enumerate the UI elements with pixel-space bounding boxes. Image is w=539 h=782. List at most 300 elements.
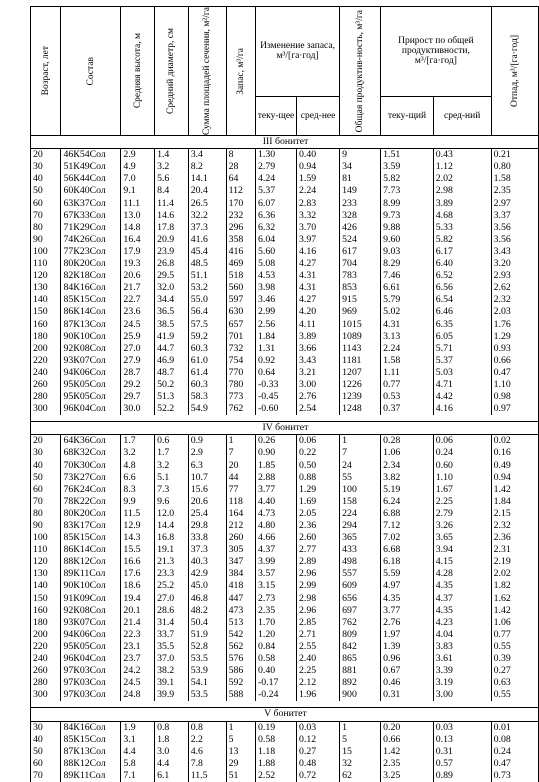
table-cell: 3.59 xyxy=(381,161,434,173)
table-cell: 542 xyxy=(226,629,255,641)
table-cell: 1 xyxy=(340,721,381,734)
table-cell: 29.7 xyxy=(121,391,155,403)
table-cell: 2.98 xyxy=(297,593,340,605)
table-cell: 5.79 xyxy=(381,294,434,306)
table-cell: 45.0 xyxy=(188,580,226,592)
table-body xyxy=(31,136,539,782)
table-cell: 0.13 xyxy=(433,734,491,746)
table-row xyxy=(31,544,539,556)
table-cell: 0.24 xyxy=(491,746,538,758)
table-cell: 3.66 xyxy=(297,343,340,355)
table-cell: 4.11 xyxy=(297,319,340,331)
table-cell: 17.9 xyxy=(121,246,155,258)
table-cell: 5.03 xyxy=(433,367,491,379)
table-cell: 27.9 xyxy=(121,355,155,367)
table-cell: 87К13Сол xyxy=(61,746,121,758)
table-cell: 130 xyxy=(31,568,61,580)
table-cell: 232 xyxy=(226,210,255,222)
table-cell: 2.88 xyxy=(256,472,297,484)
table-row xyxy=(31,198,539,210)
table-cell: 3.56 xyxy=(491,222,538,234)
table-cell: 1.10 xyxy=(491,379,538,391)
table-cell: 14.1 xyxy=(188,173,226,185)
table-cell: 7 xyxy=(226,447,255,459)
table-cell: 9 xyxy=(340,149,381,162)
table-cell: 809 xyxy=(340,629,381,641)
table-cell: 23.1 xyxy=(121,641,155,653)
table-cell: 0.55 xyxy=(491,641,538,653)
table-cell: 6.6 xyxy=(121,472,155,484)
table-cell: 5 xyxy=(226,734,255,746)
table-cell: 2.25 xyxy=(297,665,340,677)
table-cell: 3.15 xyxy=(256,580,297,592)
table-cell: 3.4 xyxy=(188,149,226,162)
table-cell: 2.05 xyxy=(297,508,340,520)
table-row xyxy=(31,391,539,403)
table-cell: 3.94 xyxy=(433,544,491,556)
table-cell: 26.8 xyxy=(155,258,189,270)
table-cell: 48.7 xyxy=(155,367,189,379)
table-cell: 0.49 xyxy=(491,460,538,472)
table-row xyxy=(31,210,539,222)
table-cell: 23.7 xyxy=(121,653,155,665)
table-cell: 41.6 xyxy=(188,234,226,246)
table-cell: 39.1 xyxy=(155,677,189,689)
table-cell: 5 xyxy=(340,734,381,746)
table-cell: 20.9 xyxy=(155,234,189,246)
table-cell: 8.99 xyxy=(381,198,434,210)
table-cell: 52.8 xyxy=(188,641,226,653)
table-cell: 32.2 xyxy=(188,210,226,222)
table-cell: 1.84 xyxy=(491,496,538,508)
section-title-row xyxy=(31,708,539,721)
table-cell: 51.1 xyxy=(188,270,226,282)
table-cell: 562 xyxy=(226,641,255,653)
table-cell: 1.42 xyxy=(491,605,538,617)
table-cell: 44 xyxy=(226,472,255,484)
table-cell: 91К09Сол xyxy=(61,593,121,605)
table-cell: 71К29Сол xyxy=(61,222,121,234)
table-cell: 4.20 xyxy=(297,306,340,318)
table-cell: 6.68 xyxy=(381,544,434,556)
table-cell: 0.58 xyxy=(256,734,297,746)
table-cell: 41.9 xyxy=(155,331,189,343)
table-row xyxy=(31,403,539,415)
table-cell: 19.3 xyxy=(121,258,155,270)
table-cell: 0.96 xyxy=(381,653,434,665)
table-cell: 426 xyxy=(340,222,381,234)
table-cell: 7.73 xyxy=(381,185,434,197)
table-cell: 300 xyxy=(31,403,61,415)
table-cell: 0.64 xyxy=(256,367,297,379)
table-row xyxy=(31,246,539,258)
table-cell: 328 xyxy=(340,210,381,222)
table-cell: 86К14Сол xyxy=(61,306,121,318)
table-cell: 4.04 xyxy=(433,629,491,641)
table-cell: 96К04Сол xyxy=(61,653,121,665)
table-cell: 46.8 xyxy=(188,593,226,605)
section-title-row xyxy=(31,136,539,149)
table-cell: 6.24 xyxy=(381,496,434,508)
table-cell: 3.21 xyxy=(297,367,340,379)
table-cell: 8.2 xyxy=(188,161,226,173)
table-cell: 2.2 xyxy=(188,734,226,746)
table-cell: 2.55 xyxy=(297,641,340,653)
table-cell: 140 xyxy=(31,294,61,306)
table-cell: 7.8 xyxy=(188,758,226,770)
table-cell: 498 xyxy=(340,556,381,568)
table-cell: 1.18 xyxy=(256,746,297,758)
table-cell: 11.4 xyxy=(155,198,189,210)
table-cell: 0.01 xyxy=(491,721,538,734)
table-cell: 783 xyxy=(340,270,381,282)
table-cell: 1.51 xyxy=(381,149,434,162)
table-cell: 3.19 xyxy=(433,677,491,689)
table-cell: 33.7 xyxy=(155,629,189,641)
table-cell: 82К18Сол xyxy=(61,270,121,282)
table-row xyxy=(31,331,539,343)
table-cell: 280 xyxy=(31,677,61,689)
table-cell: 11.5 xyxy=(188,770,226,782)
table-cell: 2.19 xyxy=(491,556,538,568)
table-cell: 0.43 xyxy=(433,149,491,162)
table-row xyxy=(31,294,539,306)
table-cell: 12.9 xyxy=(121,520,155,532)
table-cell: 40 xyxy=(31,460,61,472)
table-cell: 5.37 xyxy=(433,355,491,367)
table-cell: 2.24 xyxy=(297,185,340,197)
table-cell: 1.06 xyxy=(491,617,538,629)
table-row xyxy=(31,532,539,544)
table-cell: 3.77 xyxy=(256,484,297,496)
table-cell: 30 xyxy=(31,447,61,459)
table-cell: 2.73 xyxy=(256,593,297,605)
table-cell: 77К23Сол xyxy=(61,246,121,258)
table-cell: 1.42 xyxy=(381,746,434,758)
table-cell: 0.60 xyxy=(433,460,491,472)
table-cell: 657 xyxy=(226,319,255,331)
table-cell: 0.77 xyxy=(381,379,434,391)
table-cell: 73К27Сол xyxy=(61,472,121,484)
table-cell: 3.37 xyxy=(491,210,538,222)
table-cell: 240 xyxy=(31,653,61,665)
table-row xyxy=(31,258,539,270)
table-cell: 74К26Сол xyxy=(61,234,121,246)
table-cell: 0.53 xyxy=(381,391,434,403)
table-cell: 24.2 xyxy=(121,665,155,677)
header-increment-mean: сред-ний xyxy=(433,96,491,135)
section-title-row xyxy=(31,422,539,435)
table-cell: 48.2 xyxy=(188,605,226,617)
table-cell: 24.5 xyxy=(121,677,155,689)
table-cell: 15 xyxy=(340,746,381,758)
table-cell: 94К06Сол xyxy=(61,367,121,379)
table-cell: 0.55 xyxy=(491,689,538,701)
table-cell: 881 xyxy=(340,665,381,677)
table-cell: 630 xyxy=(226,306,255,318)
table-cell: 2.9 xyxy=(121,149,155,162)
table-cell: 80 xyxy=(31,508,61,520)
table-cell: 2.35 xyxy=(491,185,538,197)
table-cell: 1226 xyxy=(340,379,381,391)
table-cell: 0.08 xyxy=(491,734,538,746)
table-cell: 3.32 xyxy=(297,210,340,222)
table-cell: 23.3 xyxy=(155,568,189,580)
table-cell: 2.99 xyxy=(256,306,297,318)
table-cell: 1.85 xyxy=(256,460,297,472)
table-cell: 180 xyxy=(31,617,61,629)
table-cell: 1143 xyxy=(340,343,381,355)
table-cell: 4.23 xyxy=(433,617,491,629)
table-cell: 59.2 xyxy=(188,331,226,343)
table-row xyxy=(31,149,539,162)
table-cell: 51К49Сол xyxy=(61,161,121,173)
table-cell: 53.9 xyxy=(188,665,226,677)
table-row xyxy=(31,689,539,701)
table-cell: 347 xyxy=(226,556,255,568)
table-cell: 27.0 xyxy=(155,593,189,605)
table-cell: 27.0 xyxy=(121,343,155,355)
table-cell: 1.69 xyxy=(297,496,340,508)
table-cell: 19.4 xyxy=(121,593,155,605)
table-row xyxy=(31,605,539,617)
table-row xyxy=(31,355,539,367)
table-cell: 83К17Сол xyxy=(61,520,121,532)
table-cell: 14.6 xyxy=(155,210,189,222)
table-cell: 0.12 xyxy=(297,734,340,746)
table-cell: 20 xyxy=(226,460,255,472)
table-cell: 37.0 xyxy=(155,653,189,665)
table-cell: 0.97 xyxy=(491,403,538,415)
table-cell: 95К05Сол xyxy=(61,641,121,653)
table-cell: 560 xyxy=(226,282,255,294)
table-cell: 2.60 xyxy=(297,532,340,544)
table-cell: 13 xyxy=(226,746,255,758)
header-increment-current: теку-щий xyxy=(381,96,434,135)
table-cell: 0.47 xyxy=(491,758,538,770)
table-cell: 1248 xyxy=(340,403,381,415)
table-cell: 762 xyxy=(226,403,255,415)
table-cell: 20.6 xyxy=(188,496,226,508)
table-cell: 6.61 xyxy=(381,282,434,294)
table-cell: 53.2 xyxy=(188,282,226,294)
table-row xyxy=(31,580,539,592)
table-cell: 110 xyxy=(31,544,61,556)
table-cell: 6.07 xyxy=(256,198,297,210)
table-cell: 260 xyxy=(31,665,61,677)
table-cell: 0.66 xyxy=(381,734,434,746)
table-cell: 11.5 xyxy=(121,508,155,520)
table-cell: 77 xyxy=(226,484,255,496)
table-cell: 0.03 xyxy=(433,721,491,734)
table-cell: -0.60 xyxy=(256,403,297,415)
table-cell: 61.4 xyxy=(188,367,226,379)
table-cell: 3.25 xyxy=(381,770,434,782)
table-cell: 68К32Сол xyxy=(61,447,121,459)
table-cell: 40 xyxy=(31,734,61,746)
table-cell: 5.82 xyxy=(381,173,434,185)
table-cell: 3.83 xyxy=(433,641,491,653)
table-row xyxy=(31,520,539,532)
table-cell: 14.8 xyxy=(121,222,155,234)
table-cell: 51.9 xyxy=(188,629,226,641)
table-cell: 31.4 xyxy=(155,617,189,629)
table-cell: 3.2 xyxy=(121,447,155,459)
table-cell: 384 xyxy=(226,568,255,580)
table-cell: 52.2 xyxy=(155,403,189,415)
table-cell: 14.3 xyxy=(121,532,155,544)
table-row xyxy=(31,234,539,246)
table-cell: 3.82 xyxy=(381,472,434,484)
table-cell: 365 xyxy=(340,532,381,544)
table-cell: 7 xyxy=(340,447,381,459)
table-cell: 0.6 xyxy=(155,435,189,448)
table-cell: 10.7 xyxy=(188,472,226,484)
table-cell: 32.0 xyxy=(155,282,189,294)
table-cell: 70К30Сол xyxy=(61,460,121,472)
table-cell: 30.0 xyxy=(121,403,155,415)
table-cell: 34.4 xyxy=(155,294,189,306)
table-cell: 84К16Сол xyxy=(61,721,121,734)
table-cell: 1 xyxy=(340,435,381,448)
table-cell: 7.1 xyxy=(121,770,155,782)
table-cell: 4.15 xyxy=(433,556,491,568)
table-cell: 588 xyxy=(226,689,255,701)
table-cell: 754 xyxy=(226,355,255,367)
table-cell: 597 xyxy=(226,294,255,306)
table-cell: 85К15Сол xyxy=(61,294,121,306)
header-total-productivity: Общая продуктив-ность, м³/га xyxy=(340,7,381,136)
table-cell: 61.0 xyxy=(188,355,226,367)
table-cell: 20.6 xyxy=(121,270,155,282)
table-cell: 12.0 xyxy=(155,508,189,520)
table-row xyxy=(31,758,539,770)
table-cell: 25.2 xyxy=(155,580,189,592)
table-cell: 0.16 xyxy=(491,447,538,459)
table-cell: 5.82 xyxy=(433,234,491,246)
table-cell: 300 xyxy=(31,689,61,701)
table-cell: 11.1 xyxy=(121,198,155,210)
table-cell: 4.80 xyxy=(256,520,297,532)
table-cell: 64 xyxy=(226,173,255,185)
table-cell: 4.16 xyxy=(297,246,340,258)
table-cell: 609 xyxy=(340,580,381,592)
table-cell: 3.46 xyxy=(256,294,297,306)
table-cell: 2.03 xyxy=(491,306,538,318)
table-cell: 296 xyxy=(226,222,255,234)
table-cell: 92К08Сол xyxy=(61,605,121,617)
table-cell: 70 xyxy=(31,496,61,508)
table-cell: 44.7 xyxy=(155,343,189,355)
table-cell: 30 xyxy=(31,721,61,734)
table-cell: 14.4 xyxy=(155,520,189,532)
table-row xyxy=(31,367,539,379)
table-cell: 0.94 xyxy=(491,472,538,484)
table-cell: 90 xyxy=(31,520,61,532)
table-row xyxy=(31,484,539,496)
table-cell: 95К05Сол xyxy=(61,391,121,403)
table-cell: 1 xyxy=(226,435,255,448)
table-cell: 58.3 xyxy=(188,391,226,403)
table-cell: 164 xyxy=(226,508,255,520)
table-row xyxy=(31,617,539,629)
table-cell: 3.89 xyxy=(297,331,340,343)
table-cell: 38.5 xyxy=(155,319,189,331)
table-row xyxy=(31,734,539,746)
table-cell: 53.5 xyxy=(188,653,226,665)
table-cell: 110 xyxy=(31,258,61,270)
table-cell: 1.82 xyxy=(491,580,538,592)
table-cell: 80К20Сол xyxy=(61,508,121,520)
table-cell: 0.90 xyxy=(256,447,297,459)
table-cell: 4.31 xyxy=(381,319,434,331)
table-cell: 4.66 xyxy=(256,532,297,544)
table-cell: 23.9 xyxy=(155,246,189,258)
table-cell: 617 xyxy=(340,246,381,258)
header-basal-area: Сумма площадей сечения, м²/га xyxy=(188,7,226,136)
table-cell: 16.8 xyxy=(155,532,189,544)
table-cell: 2.40 xyxy=(297,653,340,665)
table-cell: 892 xyxy=(340,677,381,689)
table-cell: 5.60 xyxy=(256,246,297,258)
table-cell: 5.1 xyxy=(155,472,189,484)
table-cell: 2.99 xyxy=(297,580,340,592)
table-cell: 3.65 xyxy=(433,532,491,544)
table-cell: 28 xyxy=(226,161,255,173)
table-cell: 0.63 xyxy=(491,677,538,689)
table-cell: 97К03Сол xyxy=(61,677,121,689)
table-cell: 100 xyxy=(31,532,61,544)
table-cell: 51 xyxy=(226,770,255,782)
table-cell: 23.6 xyxy=(121,306,155,318)
table-cell: 0.03 xyxy=(297,721,340,734)
table-cell: 5.33 xyxy=(433,222,491,234)
table-cell: 0.98 xyxy=(491,391,538,403)
table-cell: 7.02 xyxy=(381,532,434,544)
table-cell: 2.79 xyxy=(433,508,491,520)
table-cell: 447 xyxy=(226,593,255,605)
table-cell: 4.31 xyxy=(297,282,340,294)
table-cell: 1.10 xyxy=(433,472,491,484)
table-cell: 4.6 xyxy=(188,746,226,758)
table-row xyxy=(31,556,539,568)
table-cell: 20.4 xyxy=(188,185,226,197)
table-cell: 3.89 xyxy=(433,198,491,210)
table-cell: 5.6 xyxy=(155,173,189,185)
table-cell: 2.24 xyxy=(381,343,434,355)
table-cell: 2.71 xyxy=(297,629,340,641)
table-cell: 865 xyxy=(340,653,381,665)
table-cell: 33.8 xyxy=(188,532,226,544)
table-cell: 1.4 xyxy=(155,149,189,162)
table-cell: 2.76 xyxy=(297,391,340,403)
table-cell: 6.05 xyxy=(433,331,491,343)
table-cell: 158 xyxy=(340,496,381,508)
table-cell: 697 xyxy=(340,605,381,617)
table-cell: 34 xyxy=(340,161,381,173)
table-cell: 20 xyxy=(31,435,61,448)
table-cell: 2.98 xyxy=(433,185,491,197)
table-cell: 0.57 xyxy=(433,758,491,770)
table-cell: 3.00 xyxy=(297,379,340,391)
table-cell: 4.31 xyxy=(297,270,340,282)
table-cell: 70 xyxy=(31,210,61,222)
table-cell: 0.80 xyxy=(491,161,538,173)
table-row xyxy=(31,306,539,318)
table-cell: 5.08 xyxy=(256,258,297,270)
table-cell: 4.28 xyxy=(433,568,491,580)
table-row xyxy=(31,508,539,520)
